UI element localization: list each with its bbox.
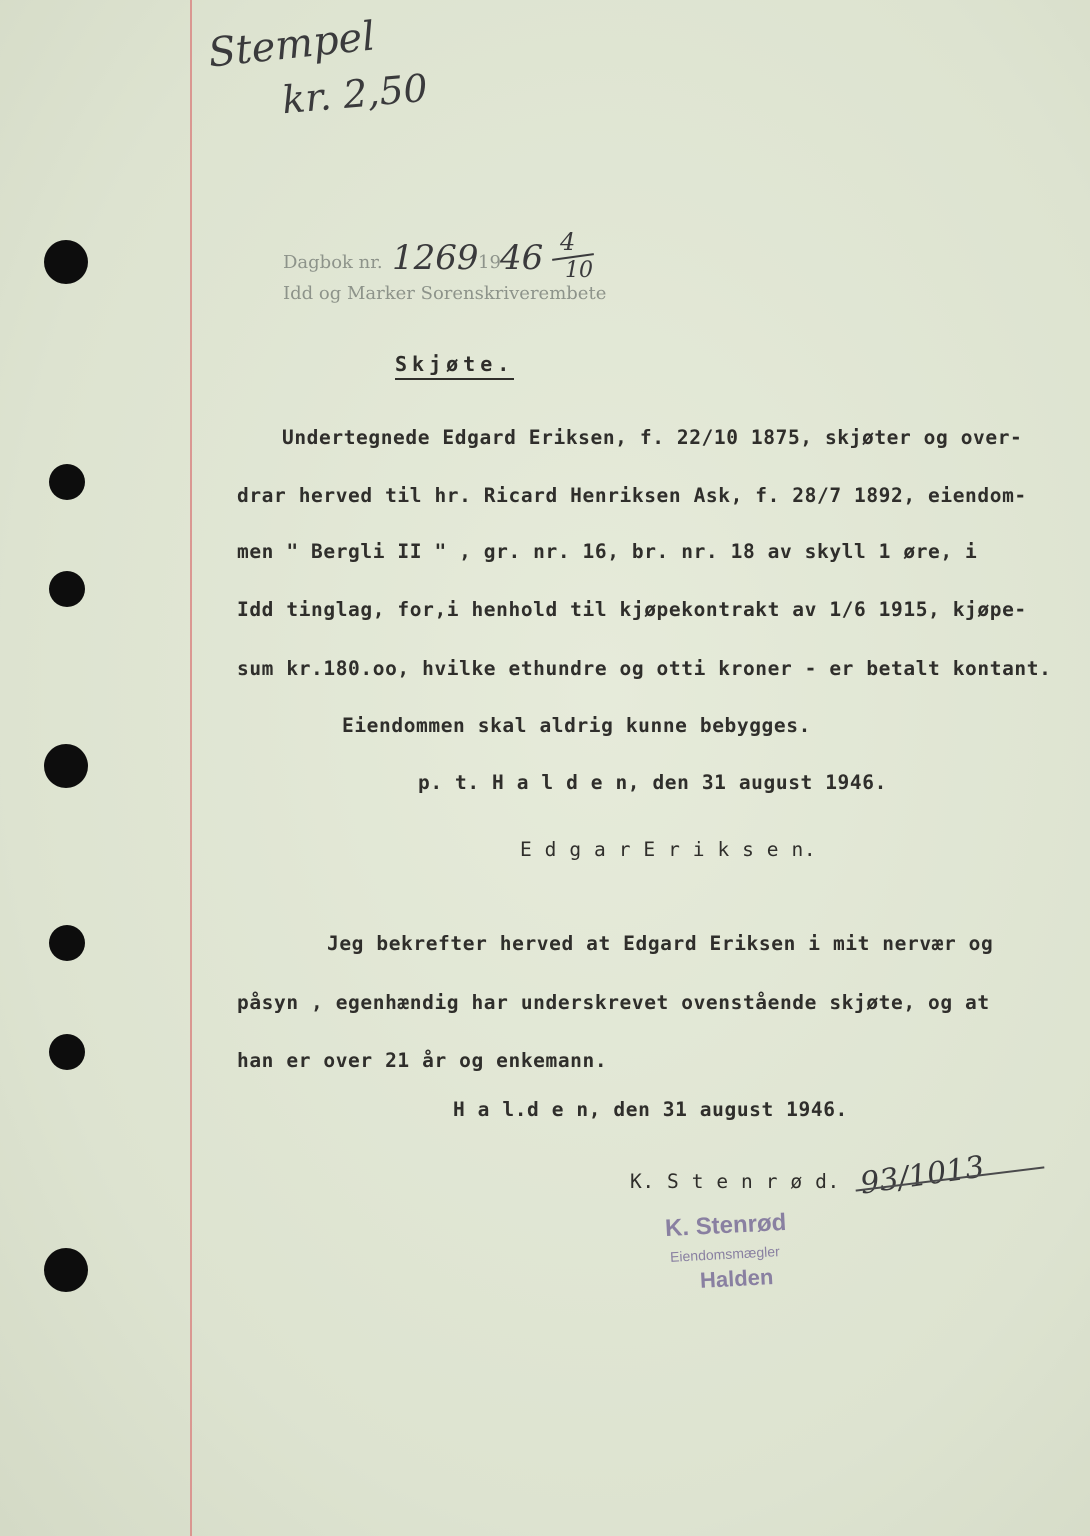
broker-stamp-city: Halden bbox=[699, 1264, 774, 1293]
attest-line: han er over 21 år og enkemann. bbox=[237, 1049, 608, 1072]
document-title: Skjøte. bbox=[395, 352, 514, 380]
body-line: Undertegnede Edgard Eriksen, f. 22/10 1875, skjøter og over- bbox=[282, 426, 1023, 449]
broker-stamp-title: Eiendomsmægler bbox=[669, 1243, 781, 1265]
signature-edgar: E d g a r E r i k s e n. bbox=[520, 838, 817, 861]
punch-hole bbox=[49, 571, 85, 607]
dagbok-number: 1269 bbox=[392, 238, 479, 278]
body-line: sum kr.180.oo, hvilke ethundre og otti kroner - er betalt kontant. bbox=[237, 657, 1052, 680]
punch-hole bbox=[44, 240, 88, 284]
body-line: men " Bergli II " , gr. nr. 16, br. nr. 18 av skyll 1 øre, i bbox=[237, 540, 978, 563]
punch-hole bbox=[44, 744, 88, 788]
body-line: Idd tinglag, for,i henhold til kjøpekontrakt av 1/6 1915, kjøpe- bbox=[237, 598, 1027, 621]
handwritten-stempel: Stempel bbox=[206, 13, 378, 77]
attest-line: Jeg bekrefter herved at Edgard Eriksen i mit nervær og bbox=[327, 932, 994, 955]
handwritten-initials: 93/1013 bbox=[858, 1149, 987, 1202]
punch-hole bbox=[49, 464, 85, 500]
red-margin-line bbox=[190, 0, 192, 1536]
punch-hole bbox=[49, 1034, 85, 1070]
handwritten-amount: kr. 2,50 bbox=[280, 65, 430, 123]
attest-line: påsyn , egenhændig har underskrevet ovenstående skjøte, og at bbox=[237, 991, 990, 1014]
broker-stamp-name: K. Stenrød bbox=[664, 1208, 787, 1243]
dagbok-year: 46 bbox=[500, 238, 544, 278]
place-date-2: H a l.d e n, den 31 august 1946. bbox=[453, 1098, 848, 1121]
dagbok-date-day: 4 bbox=[560, 228, 576, 256]
punch-hole bbox=[44, 1248, 88, 1292]
dagbok-year-prefix: 19 bbox=[478, 252, 501, 273]
place-date-1: p. t. H a l d e n, den 31 august 1946. bbox=[418, 771, 887, 794]
dagbok-date-month: 10 bbox=[565, 258, 593, 283]
body-line: Eiendommen skal aldrig kunne bebygges. bbox=[342, 714, 811, 737]
office-stamp: Idd og Marker Sorenskriverembete bbox=[283, 283, 607, 304]
dagbok-label: Dagbok nr. bbox=[283, 252, 383, 273]
signature-stenrod: K. S t e n r ø d. bbox=[630, 1170, 840, 1193]
punch-hole bbox=[49, 925, 85, 961]
body-line: drar herved til hr. Ricard Henriksen Ask, f. 28/7 1892, eiendom- bbox=[237, 484, 1027, 507]
